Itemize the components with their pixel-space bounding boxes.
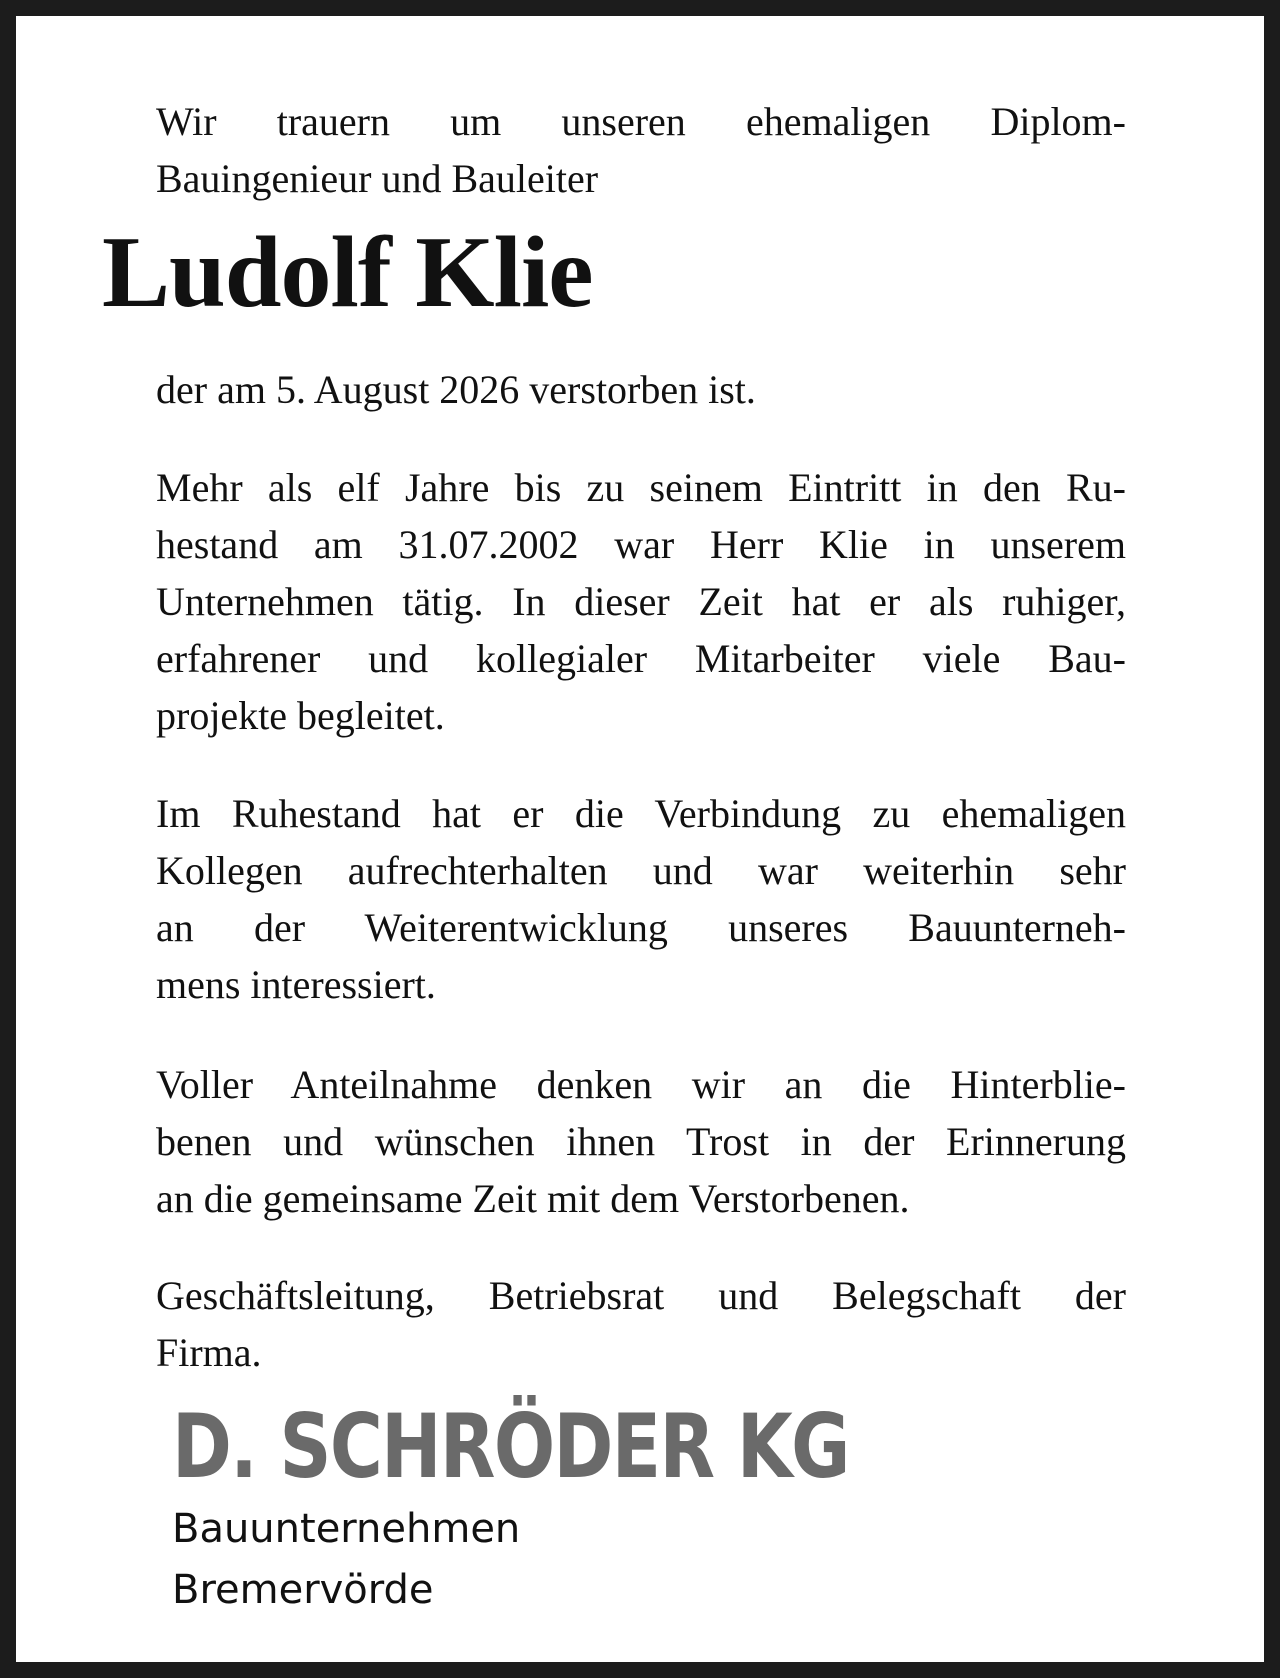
paragraph-condolence: [156, 1056, 1126, 1227]
paragraph-line: projekte begleitet.: [156, 693, 445, 738]
paragraph-line: Voller Anteilnahme denken wir an die Hinterblie-: [156, 1062, 1126, 1107]
intro-text: [156, 93, 1126, 207]
paragraph-line: Mehr als elf Jahre bis zu seinem Eintritt in den Ru-: [156, 465, 1126, 510]
signature: [156, 1267, 1126, 1381]
paragraph-line: Kollegen aufrechterhalten und war weiterhin sehr: [156, 848, 1126, 893]
company-logo: D. SCHRÖDER KG: [172, 1395, 849, 1498]
paragraph-career: [156, 459, 1126, 744]
signature-line: Geschäftsleitung, Betriebsrat und Belegschaft der: [156, 1273, 1126, 1318]
paragraph-line: benen und wünschen ihnen Trost in der Erinnerung: [156, 1119, 1126, 1164]
paragraph-line: an die gemeinsame Zeit mit dem Verstorbenen.: [156, 1176, 910, 1221]
company-city: Bremervörde: [172, 1567, 434, 1613]
paragraph-line: Im Ruhestand hat er die Verbindung zu ehemaligen: [156, 791, 1126, 836]
intro-line: Wir trauern um unseren ehemaligen Diplom-: [156, 99, 1126, 144]
intro-line: Bauingenieur und Bauleiter: [156, 156, 599, 201]
company-type: Bauunternehmen: [172, 1506, 521, 1552]
paragraph-retirement: [156, 785, 1126, 1013]
paragraph-line: Unternehmen tätig. In dieser Zeit hat er als ruhiger,: [156, 579, 1126, 624]
signature-line: Firma.: [156, 1330, 262, 1375]
paragraph-line: an der Weiterentwicklung unseres Bauunterneh-: [156, 905, 1126, 950]
paragraph-line: erfahrener und kollegialer Mitarbeiter viele Bau-: [156, 636, 1126, 681]
paragraph-line: hestand am 31.07.2002 war Herr Klie in unserem: [156, 522, 1126, 567]
death-note-line: der am 5. August 2026 verstorben ist.: [156, 367, 756, 412]
deceased-name: Ludolf Klie: [102, 216, 593, 329]
paragraph-line: mens interessiert.: [156, 962, 436, 1007]
death-note: [156, 361, 1126, 418]
